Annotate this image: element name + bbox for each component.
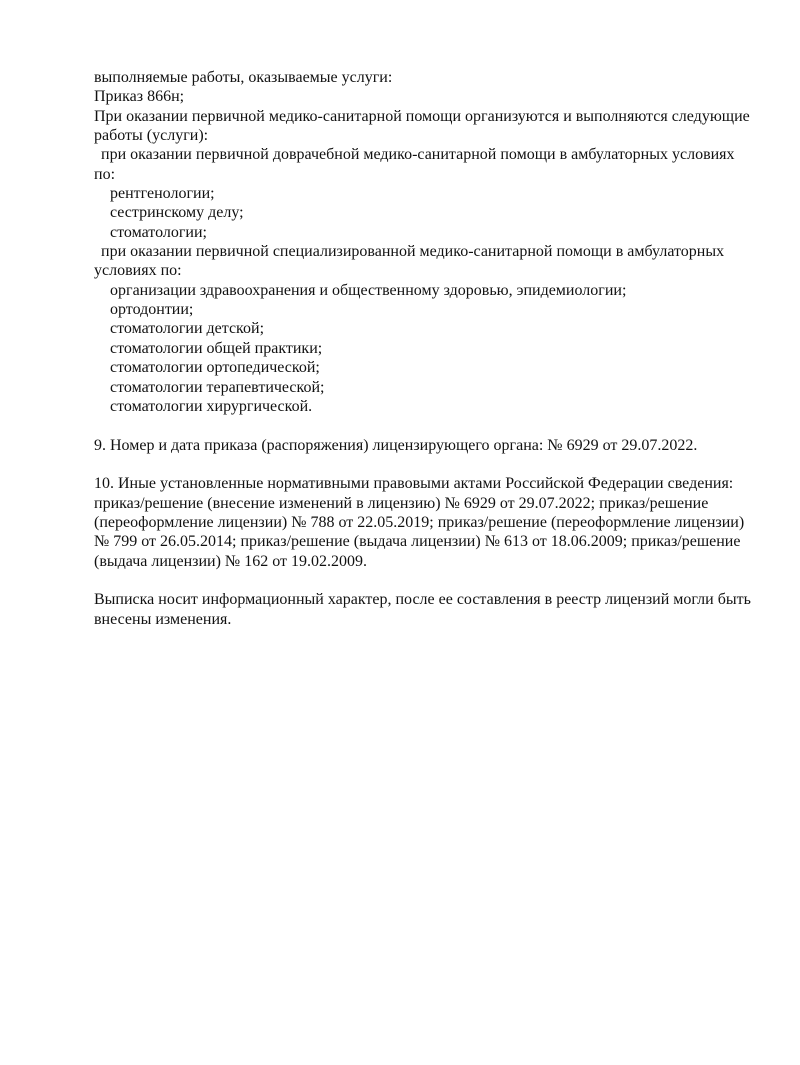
prehospital-heading: при оказании первичной доврачебной медико-санитарной помощи в амбулаторных условиях (101, 146, 735, 164)
intro-statement-cont: работы (услуги): (94, 127, 209, 145)
specialized-heading-cont: условиях по: (94, 262, 182, 280)
item-10-line: (переоформление лицензии) № 788 от 22.05.2019; приказ/решение (переоформление лицензии) (94, 513, 745, 531)
specialized-heading: при оказании первичной специализированной медико-санитарной помощи в амбулаторных (101, 243, 725, 261)
spacer (94, 455, 764, 474)
order-reference: Приказ 866н; (94, 88, 185, 106)
prehospital-item: стоматологии; (110, 223, 207, 241)
item-10-line: (выдача лицензии) № 162 от 19.02.2009. (94, 552, 367, 570)
specialized-item: стоматологии ортопедической; (110, 359, 320, 377)
spacer (94, 416, 764, 435)
spacer (94, 571, 764, 590)
specialized-item: ортодонтии; (110, 301, 194, 319)
item-10-line: 10. Иные установленные нормативными правовыми актами Российской Федерации сведения: (94, 475, 734, 493)
specialized-item: стоматологии детской; (110, 320, 265, 338)
prehospital-item: рентгенологии; (110, 185, 215, 203)
disclaimer-line: Выписка носит информационный характер, после ее составления в реестр лицензий могли быть (94, 591, 751, 609)
document-page (94, 68, 764, 629)
prehospital-heading-cont: по: (94, 165, 116, 183)
intro-statement: При оказании первичной медико-санитарной помощи организуются и выполняются следующие (94, 107, 750, 125)
item-9-order-number: 9. Номер и дата приказа (распоряжения) лицензирующего органа: № 6929 от 29.07.2022. (94, 436, 698, 454)
specialized-item: организации здравоохранения и общественному здоровью, эпидемиологии; (110, 281, 627, 299)
specialized-item: стоматологии общей практики; (110, 339, 323, 357)
prehospital-item: сестринскому делу; (110, 204, 244, 222)
disclaimer-line: внесены изменения. (94, 610, 232, 628)
intro-line: выполняемые работы, оказываемые услуги: (94, 69, 393, 86)
item-10-line: № 799 от 26.05.2014; приказ/решение (выдача лицензии) № 613 от 18.06.2009; приказ/решение (94, 533, 741, 551)
specialized-item: стоматологии терапевтической; (110, 378, 325, 396)
item-10-line: приказ/решение (внесение изменений в лицензию) № 6929 от 29.07.2022; приказ/решение (94, 494, 709, 512)
specialized-item: стоматологии хирургической. (110, 397, 313, 415)
